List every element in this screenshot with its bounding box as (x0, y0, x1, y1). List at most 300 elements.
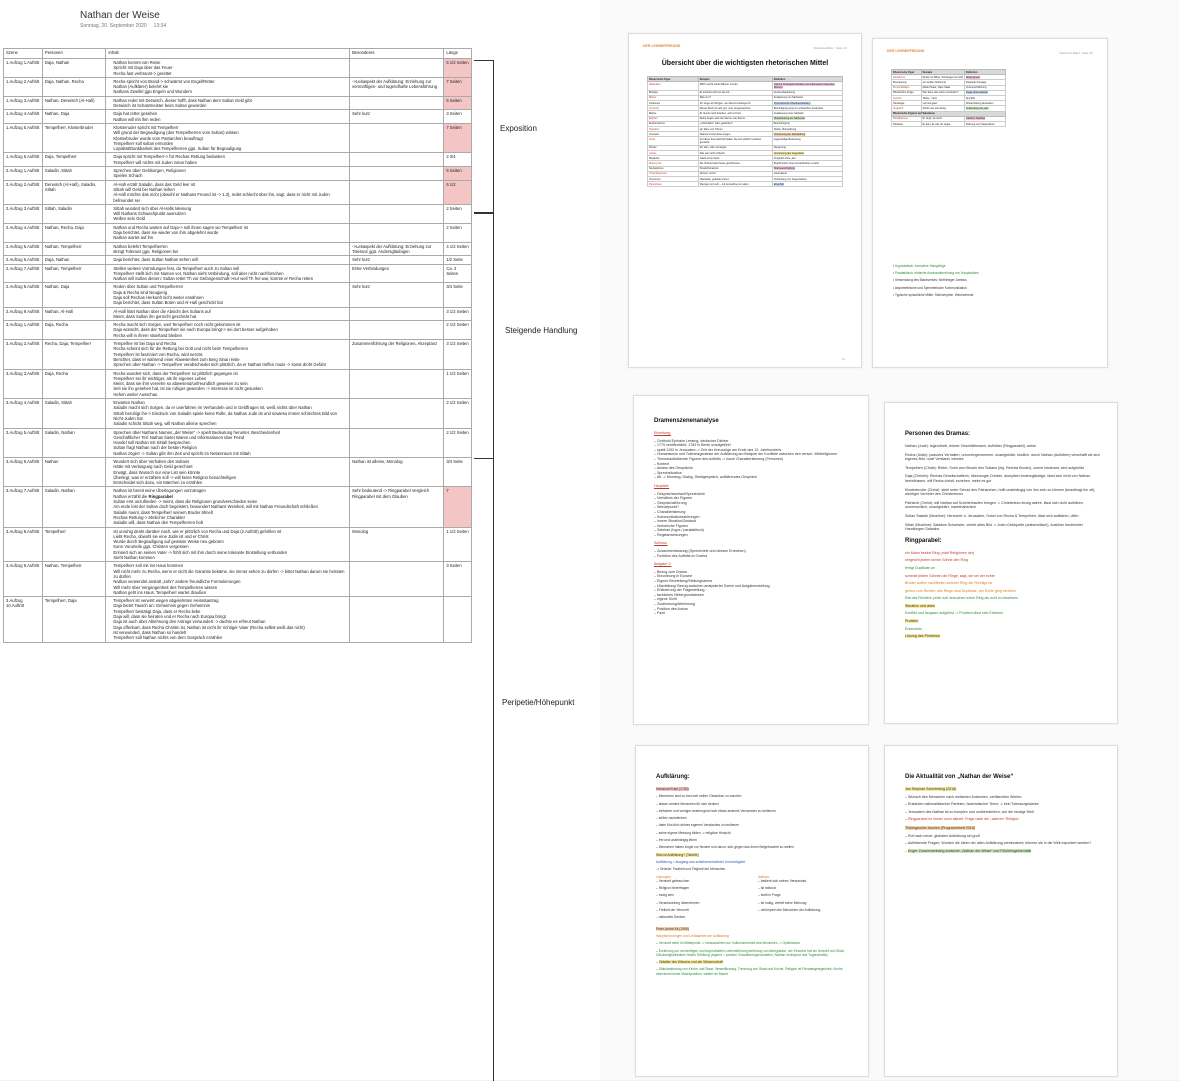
persons-cell: Daja, Nathan (42, 256, 105, 264)
content-cell (106, 180, 350, 204)
persons-cell: Daja, Recha (42, 321, 105, 340)
content-item: • Am ende lost der Sultan doch begeistert, bewundert Nathans Weisheit, will mit Nathan Freundschaft schließen (113, 504, 347, 509)
bullet: – (654, 574, 657, 579)
list-item-text: seine eigene Meinung bilden -> religiöse Hinsicht (658, 830, 731, 835)
list-item (905, 841, 1101, 846)
content-item: • Recha wundert sich, dass der Tempelherr so plötzlich gegangen ist (113, 371, 347, 376)
scene-cell: 3.Aufzug 3.Auftritt (4, 369, 43, 398)
content-list (108, 529, 347, 561)
length-cell: 5 Seiten (444, 96, 472, 110)
header-persons: Personen (42, 49, 105, 59)
table-row (892, 122, 1006, 127)
cell-text: Auslassung von Satzteilen (773, 96, 804, 100)
special-cell (350, 428, 444, 457)
content-item: • Nathan will Sultan dienen: Sultan rettet Th vor Gefangenschaft->nur weil Th frei war, konnte er Recha retten (113, 276, 347, 281)
content-item: • Geschäftlicher Teil: Nathan bietet Waren und Informationen über Feind (113, 435, 347, 440)
special-cell: ->Leitaspekt der Aufklärung: Erziehung zur vernünftigen- und tugendhafte Lebensführung (350, 77, 444, 96)
cell-text: Parataxe (893, 122, 904, 126)
list-item (656, 908, 750, 912)
bullet: – (654, 523, 657, 528)
content-item: • Berichtet, dass er während einer Abwesenheit zum Berg Sinai reiste (113, 357, 347, 362)
actuality-items-1 (905, 795, 1101, 822)
cell-text: Wenigen ist mehr – mit Ausnahme von allen. (699, 182, 750, 186)
content-list (108, 206, 347, 222)
cell-text: „entschlafen“ statt „gestorben“ (699, 122, 734, 126)
content-item: • Seit sie ihn gesehen hat, ist sie ruhiger geworden -> interesse ist nicht gesunken (113, 386, 347, 391)
content-list (108, 309, 347, 320)
cell-text: Beispiel (649, 91, 658, 95)
list-item (656, 802, 852, 806)
enlightenment-reason: -> Gründe: Faulheit und Feigheit der Menschen (656, 867, 726, 872)
length-cell: Ca. 2 Seiten (444, 264, 472, 283)
persons-cell: Tempelherr, Daja (42, 597, 105, 642)
length-cell: 2 1/2 Seiten (444, 428, 472, 457)
cell-text: Wiederholung am Satzende (773, 117, 805, 121)
analysis-page-thumbnail[interactable] (633, 395, 869, 725)
persons-content (905, 431, 1101, 642)
header-content: Inhalt (106, 49, 350, 59)
length-cell: 6 1/2 (444, 180, 472, 204)
rhetoric-table-body (648, 82, 843, 187)
list-item (893, 293, 1091, 297)
cell-text: Metapher (649, 156, 660, 160)
list-item (656, 960, 852, 964)
content-item: • Nathan (Aufklärer) belehrt sie (113, 84, 347, 89)
persons-cell: Tempelherr (42, 527, 105, 562)
scene-cell: 3.Aufzug 1.Auftritt (4, 321, 43, 340)
content-item: • Hätte mit Verlangung nach Geld gerechnet (113, 464, 347, 469)
bullet: – (654, 447, 657, 452)
cell-text: Paradoxon (893, 75, 906, 79)
definition-cell (772, 182, 842, 187)
list-item-text: Erziehung zur vernünftigen und tugendhaften Lebensführung,befreiung von Aberglaube, der Einzelne hat ein Anrecht auf Glück, Glückseligkeitsideen finden Erfüllung (tugend = positive Charaktereigenschaften, Nathan verkörpert das Tugendhafte) (656, 948, 845, 957)
length-cell: 7 Seiten (444, 123, 472, 152)
list-item (656, 794, 852, 798)
content-item: • Sprechen über Geldsorgen, Religionen (113, 168, 347, 173)
list-item-text: Satzbau (hypo-/ parataktisch) (657, 528, 704, 533)
list-item (905, 589, 1101, 594)
content-item: • Saladin meint, dass Tempelherr seinem Bruder ähnelt (113, 510, 347, 515)
list-item-text: Kommunikationsstörungen (657, 514, 700, 519)
content-item: • Tempelher ist bei Daja und Recha (113, 341, 347, 346)
list-item-text: ein Mann besitzt Ring (matt Religionen der) (905, 550, 975, 555)
table-row (4, 153, 472, 167)
table-row (4, 428, 472, 457)
scene-cell: 3.Aufzug 5.Auftritt (4, 428, 43, 457)
bullet: – (905, 848, 908, 853)
climax-bracket (480, 458, 494, 1081)
bullet: – (654, 500, 657, 505)
ring-title: Ringparabel: (905, 537, 942, 544)
list-item-text: Erläuterung der Fragestellung (657, 588, 705, 593)
content-list (108, 111, 347, 122)
special-cell: Sehr kurz (350, 283, 444, 307)
persons-cell: Saladin, Sittah (42, 399, 105, 428)
cell-text: Verbindung von Gegensätzen (773, 177, 807, 181)
cell-text: Er leuchtet nicht so wie ich... (699, 91, 732, 95)
content-item: • Daja soll Rechas Herkunft nicht weiter erwähnen (113, 295, 347, 300)
content-item: • Daja berichtet, dass sie wieder von ihm abgelehnt wurde (113, 230, 347, 235)
content-list (108, 244, 347, 255)
content-item: • Erinnert sich an seinen Vater -> fühlt sich mit ihm durch seine tolerante Einstellung verbunden (113, 550, 347, 555)
table-row (4, 204, 472, 223)
scene-table (3, 48, 472, 643)
list-item (905, 611, 1101, 616)
list-item-text: Gesprächsführung (657, 500, 687, 505)
cell-text: Er rannte nach draußen, auf ins Feld. (699, 111, 742, 115)
scene-cell: 3.Aufzug 9.Auftritt (4, 562, 43, 597)
content-cell (106, 153, 350, 167)
content-item: • Handel soll Nathan mit Sittah besprechen (113, 440, 347, 445)
ringparabel-emphasis: Ringparabel (148, 493, 173, 499)
table-row (4, 242, 472, 256)
list-item-text: Kontext (657, 461, 670, 466)
content-list (108, 98, 347, 109)
content-item: • Derwisch ist Schatzmeister beim Sultan geworden (113, 103, 347, 108)
list-item (656, 886, 750, 890)
list-item (905, 581, 1101, 586)
length-cell: 2 3/4 (444, 153, 472, 167)
content-item: • Sieht Nathan kommen (113, 555, 347, 560)
content-item: • Sprechen über Nathans Namen „der Weise“ -> spielt Bedeutung herunter, Bescheidenheit (113, 430, 347, 435)
cell-text: plumps, summ (699, 172, 716, 176)
list-item-text: Zusammenfassung (Sprechziele und dessen Erreichen) (657, 549, 746, 554)
length-cell: 2 1/2 Seiten (444, 399, 472, 428)
list-item (758, 886, 852, 890)
cell-text: Hassliebe, geliebter Feind (699, 177, 729, 181)
analysis-title: Dramenszenenanalyse (654, 418, 719, 424)
special-cell (350, 59, 444, 78)
special-cell: Sehr kurz (350, 110, 444, 124)
rhetoric-header-figure: Rhetorische Figur (648, 77, 699, 82)
enlightenment-points (656, 941, 852, 976)
content-item: • Ist verwundert, dass Nathan so handelt (113, 630, 347, 635)
list-item-text: Religion hinterfragen (658, 886, 690, 891)
content-item: • Meint, dass Sultan ihn gernicht geschickt hat (113, 314, 347, 319)
content-item: • Sultan erst unzufrieden -> meint, dass die Religionen grundverschieden seien (113, 499, 347, 504)
content-item: • Recha fast verbrannt-> gerettet (113, 71, 347, 76)
content-item: • Tempelherr soll Nathan nichts von dem Gespräch erzählen (113, 635, 347, 640)
example-cell (698, 137, 772, 145)
list-item (656, 879, 750, 883)
persons-cell: Nathan, Daja (42, 110, 105, 124)
person-text: Nathan (Jude): tugendhaft, reicher Geschäftsmann, Aufklärer (Ringparabel), weise (905, 444, 1037, 448)
bullet: – (905, 833, 908, 838)
section-gap (654, 616, 852, 620)
content-item: • Nathan belehrt Tempelherren (113, 244, 347, 249)
list-item-text: Gotthold Ephraim Lessing, deutscher Dichter (657, 438, 729, 443)
content-item: • Nathan will mit ihm reden (113, 117, 347, 122)
bullet: – (654, 470, 657, 475)
content-item: • Liebt Recha, obwohl sie eine Jüdin ist und er Christ (113, 534, 347, 539)
content-item: • Nathan wartet auf ihn (113, 235, 347, 240)
special-cell (350, 96, 444, 110)
list-item (905, 604, 1101, 609)
content-list (108, 284, 347, 305)
bullet: – (656, 816, 659, 821)
list-item-text: Charakterisierung (657, 509, 686, 514)
scene-cell: 1.Aufzug 6.Auftritt (4, 153, 43, 167)
list-item-text: Konflikt und langsam aufgelöst -> Problem lässt sich Erfahren (905, 611, 1004, 616)
persons-cell: Daja, Nathan, Recha (42, 77, 105, 96)
length-cell: 3 Seiten (444, 110, 472, 124)
rhetoric-page-thumbnail[interactable] (628, 33, 862, 368)
exposition-bracket (474, 60, 494, 214)
cell-text: Neologismus (649, 167, 664, 171)
list-item (656, 809, 852, 813)
content-item: • Nathans Zweifel ggü Engeln und Wundern (113, 89, 347, 94)
persons-cell: Saladin ,Sittah (42, 167, 105, 181)
scene-cell: 2.Aufzug 2.Auftritt (4, 180, 43, 204)
length-cell: 3/4 Seite (444, 458, 472, 487)
length-cell: 1/2 Seite (444, 256, 472, 264)
table-row (648, 182, 843, 187)
content-list (108, 459, 347, 485)
special-cell: Zusammenführung der Religionen, Akzeptanz (350, 340, 444, 369)
enlightenment-items (656, 794, 852, 849)
bullet: – (656, 878, 659, 883)
table-row (4, 458, 472, 487)
table-row (4, 597, 472, 642)
content-item: • Nathan redet mit Derwisch, dieser hofft, dass Nathan dem Sultan Geld gibt (113, 98, 347, 103)
content-item: • Tempelherr sei ihr wichtiger, als ihr eigenes Leben (113, 376, 347, 381)
content-item: • Recha spricht von Brand-> schwärmt von Engel/Retter (113, 79, 347, 84)
table-header-row (4, 49, 472, 59)
content-list (108, 154, 347, 165)
list-item-text: verkörpert den Menschen der Aufklärung (760, 908, 821, 913)
page-title: Nathan der Weise (80, 10, 160, 21)
persons-cell: Derwisch (Al-Hafi), Saladin, Sittah (42, 180, 105, 204)
cell-text: Steigerung (773, 146, 786, 150)
cell-text: Begriff durch einen benachbarten ersetzt (773, 161, 819, 165)
list-item-text: Position des Autors (657, 606, 688, 611)
cell-text: Symbol (893, 96, 902, 100)
list-item-text: Thema/aufklärende Figuren des Auftritts -> kurze Charakterisierung (Personen) (656, 456, 784, 461)
special-cell: Sehr bedeutend -> Ringparabel Vergleich Ringparabel mit dem Glauben (350, 487, 444, 527)
bullet: – (654, 569, 657, 574)
list-item (893, 286, 1091, 290)
content-item: • Al-Hafi möchte das nicht (obwohl er Nathans Freund ist -> 1.3), redet schlecht über ihn, sagt, dass er nicht mit Juden befreundet sei (113, 192, 347, 203)
bullet: – (654, 597, 657, 602)
list-item (905, 834, 1101, 839)
content-item: • Daja wünscht, dass der Tempelherr sie nach Europa bringt-> sei dort besser aufgehoben (113, 327, 347, 332)
bullet: – (656, 823, 659, 828)
list-item-text: Ringparabel ist immer noch aktuell: Frage nach der „wahren“ Religion (908, 817, 1019, 822)
content-cell (106, 458, 350, 487)
bullet: – (656, 893, 659, 898)
rhetoric-header-example: Beispiel (698, 77, 772, 82)
length-cell: 5 Seiten (444, 167, 472, 181)
list-item (893, 278, 1091, 282)
header-special: Besonderes (350, 49, 444, 59)
bullet: – (656, 838, 659, 843)
cell-text: Jakob ist ein Esel. (699, 156, 720, 160)
example-cell (698, 82, 772, 90)
content-list (108, 563, 347, 595)
content-item: • Sultan fragt Nathan nach der besten Religion (113, 445, 347, 450)
bullet: – (905, 841, 908, 846)
list-item-text: Hypotaktisch: komplexe Satzgefüge (895, 264, 946, 268)
content-item: • Kann Vorurteile ggü. Christen vergessen (113, 544, 347, 549)
list-item (905, 849, 1101, 854)
content-cell (106, 223, 350, 242)
cell-text: Schön wie eine Rose (922, 106, 947, 110)
list-item (656, 831, 852, 835)
special-cell: ->Leitaspekt der Aufklärung: Erziehung zur Toleranz ggü. Andersgläubigen (350, 242, 444, 256)
person-text: Tempelherr (Christ): Retter, Sohn vom Bruder des Sultans (eig. Rechas Bruder), zuerst intolerant, wird aufgeklärt (905, 465, 1085, 470)
content-item: • Tempelherr stellt sich mit Namen vor, Nathan sieht Verbindung, soll aber nicht nachforschen (113, 271, 347, 276)
actuality-page-thumbnail[interactable] (884, 745, 1118, 1077)
scene-table-body (4, 59, 472, 643)
persons-cell: Daja, Recha (42, 369, 105, 398)
rhetoric-header-definition: Definition (772, 77, 842, 82)
kant-source: Immanuel Kant (1784) (656, 787, 689, 791)
content-item: • Ist unruhig denkt darüber nach, wie er plötzlich von Recha und Daja (2.Auftritt) gefohlen ist (113, 529, 347, 534)
length-cell: 3 1/2 Seiten (444, 307, 472, 321)
cell-text: Auslassung eines Satzteils (773, 111, 804, 115)
list-item-text: Brüder wollen nachfinden welcher Ring der Richtige ist (905, 581, 993, 586)
list-item-text: mutig sein (658, 893, 674, 898)
special-cell (350, 369, 444, 398)
content-item: • Überlegt, was er erzählen soll -> will keine Religion benachteiligen (113, 475, 347, 480)
table-row (4, 369, 472, 398)
rhetoric2-header-figure: Rhetorische Figur (892, 70, 922, 75)
table-row (4, 77, 472, 96)
bullet: – (656, 900, 659, 905)
content-item: • Will mehr über Vergangenheit des Tempelherren wissen (113, 585, 347, 590)
list-item (905, 566, 1101, 571)
list-item-text: Art -> Monolog, Dialog, Streitgespräch, aufklärendes Gespräch (656, 475, 757, 480)
cell-text: Berichtigung eines zu schwachen Ausdrucks (773, 106, 824, 110)
list-item-text: Ruf nach neuer, globalen Aufklärung sei groß (908, 833, 980, 838)
cell-text: Parallelismus (893, 117, 908, 121)
bullet: – (654, 452, 657, 457)
content-item: • Wollen sein Geld (113, 216, 347, 221)
list-item-text: Freiheit der Vernunft (658, 908, 689, 913)
cell-text: Klimax (649, 146, 657, 150)
special-cell (350, 204, 444, 223)
cell-text: Das war nicht schlecht. (699, 151, 726, 155)
cell-text: Doppelte Aussage (965, 80, 987, 84)
bullet: – (654, 514, 657, 519)
content-cell (106, 59, 350, 78)
list-item (758, 879, 852, 883)
content-item: • Nathan zögert -> Sultan gibt ihm Zeit und spricht im Nebenraum mit Sittah (113, 451, 347, 456)
person-text: Klosterbruder (Christ): steht unter Schutz des Patriarchen, hofft unabhängig von ihm sein zu können (beauftragt ihn oft), wichtiger Vertreter des Christentums (905, 487, 1096, 497)
content-cell (106, 256, 350, 264)
bullet: – (654, 461, 657, 466)
cell-text: Hyperbel (649, 127, 660, 131)
content-item: • Sittah beruhigt ihn-> Eindruck von Saladin spiele keine Rolle, da Nathan Jude ist und sowieso immer schlechtes Bild von Nicht-Juden hat (113, 411, 347, 422)
content-item: • Spielen Schach (113, 173, 347, 178)
content-list (108, 341, 347, 367)
table-row (4, 307, 472, 321)
rhetoric2-table (891, 69, 1006, 127)
persons-cell: Daja, Nathan (42, 59, 105, 78)
rhetoric2-page-header: Wortkunst-Mittel · Seite 2/2 (1059, 51, 1093, 55)
bullet: – (654, 532, 657, 537)
content-cell (106, 264, 350, 283)
content-item: • Bringt Toleranz ggü. Religionen bei (113, 249, 347, 254)
content-cell (106, 77, 350, 96)
list-item (905, 596, 1101, 601)
list-item (656, 967, 852, 976)
scene-cell: 1.Aufzug 2.Auftritt (4, 77, 43, 96)
bullet: – (654, 443, 657, 448)
table-row (4, 527, 472, 562)
content-item: • Nathan und Recha warten auf Daja-> soll ihnen sagen wo Tempelherr ist (113, 225, 347, 230)
cell-text: Chiasmus (649, 101, 661, 105)
content-item: • Recha will in ihrem Vaterland bleiben (113, 333, 347, 338)
content-list (108, 371, 347, 397)
enlightenment-content (656, 774, 852, 979)
content-item: • Al-Hafi klärt Nathan über die Absicht des Sultans auf (113, 309, 347, 314)
content-item: • Meint, dass sie ihm vereehe so abwesend/unfreundlich gewesen zu sein (113, 381, 347, 386)
bullet: – (656, 915, 659, 920)
content-item: • Wurde durch Begnadigung auf gewisse Weise neu geboren (113, 539, 347, 544)
enlightenment-page-thumbnail[interactable] (635, 745, 869, 1077)
content-item: • Daja bietet Tausch an: Geheimnis gegen Geheimnis (113, 603, 347, 608)
person-item (905, 453, 1101, 462)
bullet: – (654, 528, 657, 533)
list-item-text: rationales Denken (658, 915, 686, 920)
cell-text: Glänzend sind deine Augen. (699, 132, 731, 136)
bullet: – (654, 583, 657, 588)
actuality-author-2: Thüringischer Aachen (Programmheft 2016) (905, 825, 975, 830)
scene-cell: 3.Aufzug 6.Auftritt (4, 458, 43, 487)
list-item (656, 838, 852, 842)
person-item (905, 501, 1101, 510)
cell-text: Correctio (649, 106, 660, 110)
enlightenment-definition: Aufklärung = Ausgang aus selbstverschuldeter Unmündigkeit (656, 859, 745, 864)
cell-text: Starke Übertreibung (773, 127, 797, 131)
phase-climax: Peripetie/Höhepunkt (502, 698, 575, 707)
table-row (4, 256, 472, 264)
table-row (4, 283, 472, 307)
rhetoric-page2-thumbnail[interactable] (872, 38, 1108, 368)
person-item (905, 444, 1101, 449)
cell-text: ein Meer von Tränen (699, 127, 723, 131)
persons-page-thumbnail[interactable] (884, 402, 1118, 724)
content-list (108, 266, 347, 282)
content-list (108, 168, 347, 179)
special-cell (350, 562, 444, 597)
persons-cell: Nathan, Tempelherr (42, 264, 105, 283)
list-item (905, 558, 1101, 563)
cell-text: Litotes (649, 151, 657, 155)
table-row (4, 167, 472, 181)
figure-cell (892, 122, 922, 127)
list-item-text: innere Situation/Zustand (657, 519, 696, 524)
content-item: • Daja spricht mit Tempelherr-> für Rechas Rettung bedanken (113, 154, 347, 159)
alt-source: Peter-André Alt (1996) (656, 926, 689, 931)
content-item: • Tempelherr bestätigt Daja, dass er Recha liebe (113, 609, 347, 614)
content-list (108, 182, 347, 203)
persons-cell: Nathan, Tempelherr (42, 562, 105, 597)
bullet: – (758, 886, 761, 891)
person-text: Sittah (Muslime): Saladins Schwester, vertritt altes Bild -> Jude=Geldquelle (antisemitisch), Auslöser bestimmter Handlungen Saladins (905, 522, 1083, 532)
bullet: – (656, 794, 659, 799)
scene-cell: 2.Aufzug 7.Auftritt (4, 264, 43, 283)
cell-text: Metonymie (649, 161, 662, 165)
cell-text: Einschub (773, 182, 785, 186)
bullet: – (654, 592, 657, 597)
persons-cell: Nathan, Daja (42, 283, 105, 307)
list-item (656, 816, 852, 820)
bullet: – (656, 908, 659, 913)
length-cell: 1 1/2 Seiten (444, 369, 472, 398)
table-row (648, 82, 843, 90)
